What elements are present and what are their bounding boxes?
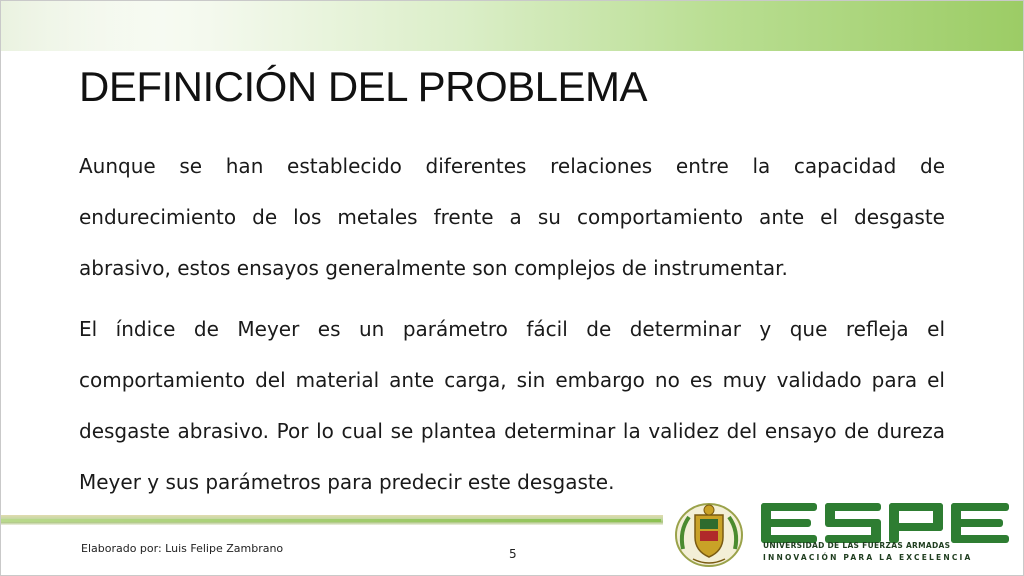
page-number: 5 [509, 547, 517, 561]
university-motto: INNOVACIÓN PARA LA EXCELENCIA [763, 553, 973, 562]
espe-wordmark [761, 503, 1011, 543]
espe-logo [663, 497, 1024, 576]
university-crest-icon [673, 501, 745, 569]
header-band-shade [1, 1, 161, 51]
paragraph-2: El índice de Meyer es un parámetro fácil de determinar y que refleja el comportamiento del material ante carga, sin embargo no es muy validado para el desgaste abrasivo. Por lo cual se plantea determinar la validez del ensayo de dureza Meyer y sus parámetros para predecir este desgaste. [79, 317, 945, 494]
slide-body [79, 141, 945, 518]
author-credit: Elaborado por: Luis Felipe Zambrano [81, 542, 284, 555]
footer-rule-accent [1, 519, 661, 522]
paragraph-1: Aunque se han establecido diferentes relaciones entre la capacidad de endurecimiento de los metales frente a su comportamiento ante el desgaste abrasivo, estos ensayos generalmente son complejos de instrumentar. [79, 154, 945, 280]
university-name: UNIVERSIDAD DE LAS FUERZAS ARMADAS [763, 541, 951, 550]
slide-title: DEFINICIÓN DEL PROBLEMA [79, 63, 648, 110]
